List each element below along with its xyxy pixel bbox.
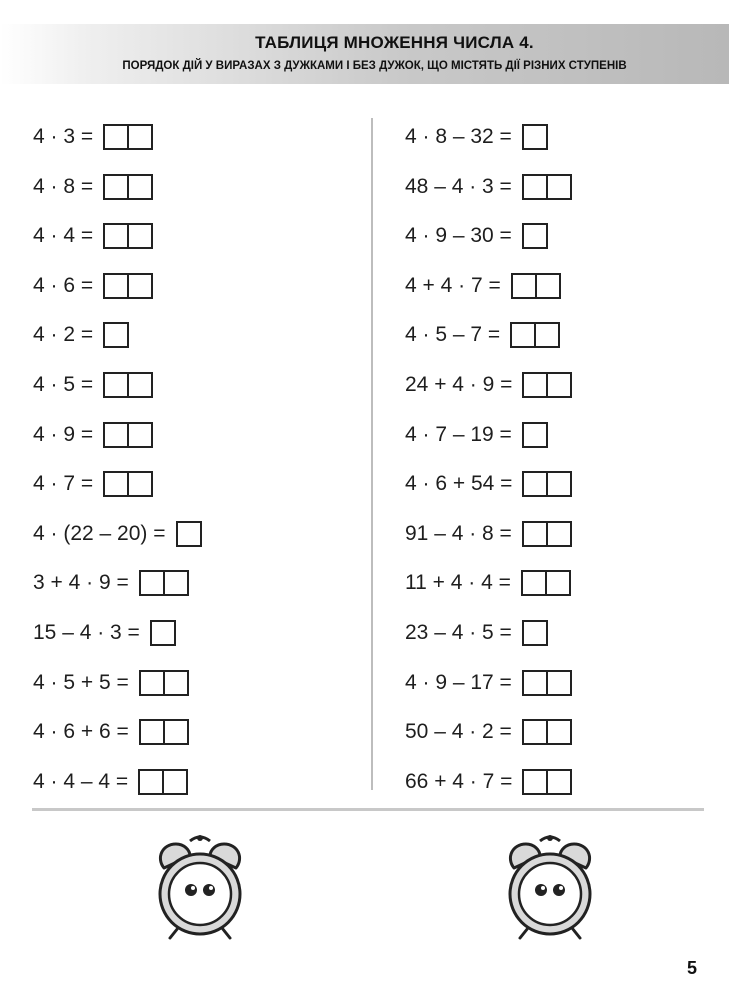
answer-cell[interactable] (105, 225, 127, 247)
alarm-clock-icon (500, 832, 600, 942)
answer-box[interactable] (139, 670, 189, 696)
answer-cell[interactable] (152, 622, 174, 644)
page-number: 5 (686, 958, 697, 978)
answer-box[interactable] (522, 670, 572, 696)
exercise-row (33, 518, 202, 550)
exercise-expression: 4 · (22 – 20) = (33, 522, 166, 545)
exercise-row (405, 518, 572, 550)
answer-box[interactable] (103, 322, 129, 348)
exercise-row (33, 171, 153, 203)
answer-cell[interactable] (163, 572, 187, 594)
answer-box[interactable] (150, 620, 176, 646)
answer-box[interactable] (103, 174, 153, 200)
exercise-row (33, 121, 153, 153)
exercise-expression: 4 · 6 = (33, 274, 94, 297)
answer-box[interactable] (138, 769, 188, 795)
answer-box[interactable] (522, 223, 548, 249)
exercise-row (405, 667, 572, 699)
exercise-expression: 4 · 8 – 32 = (405, 125, 512, 148)
exercise-row (405, 270, 561, 302)
answer-cell[interactable] (141, 572, 163, 594)
exercise-row (33, 667, 189, 699)
answer-cell[interactable] (178, 523, 200, 545)
exercise-expression: 91 – 4 · 8 = (405, 522, 512, 545)
exercise-expression: 4 · 7 – 19 = (405, 423, 512, 446)
answer-box[interactable] (103, 223, 153, 249)
answer-cell[interactable] (534, 324, 558, 346)
answer-cell[interactable] (512, 324, 534, 346)
exercise-expression: 4 · 5 – 7 = (405, 323, 501, 346)
exercise-row (33, 419, 153, 451)
answer-cell[interactable] (127, 126, 151, 148)
answer-cell[interactable] (140, 771, 162, 793)
answer-box[interactable] (522, 372, 572, 398)
exercise-row (405, 567, 571, 599)
exercise-expression: 15 – 4 · 3 = (33, 621, 140, 644)
exercise-row (405, 716, 572, 748)
exercise-row (405, 171, 572, 203)
exercise-expression: 4 · 8 = (33, 175, 94, 198)
answer-cell[interactable] (127, 176, 151, 198)
answer-cell[interactable] (545, 572, 569, 594)
answer-box[interactable] (522, 422, 548, 448)
exercise-row (33, 270, 153, 302)
answer-cell[interactable] (546, 771, 570, 793)
answer-cell[interactable] (546, 473, 570, 495)
answer-box[interactable] (103, 471, 153, 497)
answer-cell[interactable] (127, 225, 151, 247)
exercise-expression: 4 · 4 – 4 = (33, 770, 129, 793)
exercise-row (405, 121, 548, 153)
answer-cell[interactable] (524, 126, 546, 148)
answer-cell[interactable] (524, 225, 546, 247)
answer-cell[interactable] (524, 424, 546, 446)
exercise-row (33, 567, 189, 599)
exercise-expression: 3 + 4 · 9 = (33, 571, 129, 594)
exercise-expression: 4 · 2 = (33, 323, 94, 346)
exercise-expression: 4 · 6 + 54 = (405, 472, 513, 495)
exercise-row (405, 419, 548, 451)
answer-cell[interactable] (546, 176, 570, 198)
alarm-clock-icon (150, 832, 250, 942)
exercise-row (405, 220, 548, 252)
answer-cell[interactable] (523, 572, 545, 594)
answer-cell[interactable] (141, 672, 163, 694)
exercise-expression: 4 · 9 – 30 = (405, 224, 512, 247)
answer-cell[interactable] (524, 771, 546, 793)
bottom-divider (32, 808, 704, 811)
exercise-expression: 66 + 4 · 7 = (405, 770, 513, 793)
answer-cell[interactable] (546, 672, 570, 694)
exercise-expression: 4 · 5 = (33, 373, 94, 396)
column-divider (371, 118, 373, 790)
answer-box[interactable] (103, 124, 153, 150)
exercise-row (33, 617, 176, 649)
answer-cell[interactable] (546, 374, 570, 396)
answer-box[interactable] (176, 521, 202, 547)
exercise-row (33, 766, 188, 798)
exercise-expression: 48 – 4 · 3 = (405, 175, 512, 198)
answer-box[interactable] (521, 570, 571, 596)
answer-box[interactable] (139, 570, 189, 596)
answer-box[interactable] (522, 471, 572, 497)
answer-cell[interactable] (105, 275, 127, 297)
answer-cell[interactable] (162, 771, 186, 793)
exercise-expression: 4 · 7 = (33, 472, 94, 495)
answer-cell[interactable] (524, 374, 546, 396)
exercise-row (33, 468, 153, 500)
answer-cell[interactable] (163, 672, 187, 694)
exercise-row (405, 319, 560, 351)
exercise-row (33, 716, 189, 748)
exercise-row (405, 369, 572, 401)
answer-cell[interactable] (127, 374, 151, 396)
answer-box[interactable] (103, 372, 153, 398)
answer-cell[interactable] (524, 473, 546, 495)
exercise-expression: 4 · 4 = (33, 224, 94, 247)
exercise-expression: 4 · 6 + 6 = (33, 720, 129, 743)
exercise-expression: 4 · 9 – 17 = (405, 671, 512, 694)
answer-cell[interactable] (127, 424, 151, 446)
exercise-row (33, 319, 129, 351)
answer-box[interactable] (103, 422, 153, 448)
answer-box[interactable] (522, 521, 572, 547)
answer-cell[interactable] (524, 523, 546, 545)
exercise-expression: 4 · 9 = (33, 423, 94, 446)
exercise-expression: 24 + 4 · 9 = (405, 373, 513, 396)
answer-cell[interactable] (105, 374, 127, 396)
exercise-expression: 23 – 4 · 5 = (405, 621, 512, 644)
answer-cell[interactable] (163, 721, 187, 743)
exercise-expression: 50 – 4 · 2 = (405, 720, 512, 743)
answer-box[interactable] (511, 273, 561, 299)
answer-box[interactable] (522, 769, 572, 795)
answer-cell[interactable] (105, 176, 127, 198)
worksheet-header (0, 24, 729, 84)
answer-cell[interactable] (127, 275, 151, 297)
answer-box[interactable] (103, 273, 153, 299)
answer-box[interactable] (510, 322, 560, 348)
answer-cell[interactable] (546, 523, 570, 545)
answer-cell[interactable] (535, 275, 559, 297)
exercise-row (33, 369, 153, 401)
answer-box[interactable] (522, 719, 572, 745)
exercise-expression: 4 · 5 + 5 = (33, 671, 129, 694)
exercise-row (405, 766, 572, 798)
answer-box[interactable] (139, 719, 189, 745)
answer-cell[interactable] (141, 721, 163, 743)
worksheet-subtitle: ПОРЯДОК ДІЙ У ВИРАЗАХ З ДУЖКАМИ І БЕЗ ДУЖОК, ЩО МІСТЯТЬ ДІЇ РІЗНИХ СТУПЕНІВ (122, 60, 627, 72)
answer-cell[interactable] (127, 473, 151, 495)
exercise-row (405, 617, 548, 649)
answer-cell[interactable] (105, 126, 127, 148)
answer-box[interactable] (522, 620, 548, 646)
answer-box[interactable] (522, 174, 572, 200)
answer-box[interactable] (522, 124, 548, 150)
answer-cell[interactable] (513, 275, 535, 297)
answer-cell[interactable] (546, 721, 570, 743)
answer-cell[interactable] (105, 424, 127, 446)
exercise-row (33, 220, 153, 252)
exercise-expression: 11 + 4 · 4 = (405, 571, 511, 594)
answer-cell[interactable] (105, 473, 127, 495)
worksheet-title: ТАБЛИЦЯ МНОЖЕННЯ ЧИСЛА 4. (255, 33, 534, 52)
answer-cell[interactable] (524, 672, 546, 694)
answer-cell[interactable] (524, 176, 546, 198)
answer-cell[interactable] (524, 721, 546, 743)
answer-cell[interactable] (524, 622, 546, 644)
answer-cell[interactable] (105, 324, 127, 346)
exercise-row (405, 468, 572, 500)
exercise-expression: 4 · 3 = (33, 125, 94, 148)
exercise-expression: 4 + 4 · 7 = (405, 274, 501, 297)
